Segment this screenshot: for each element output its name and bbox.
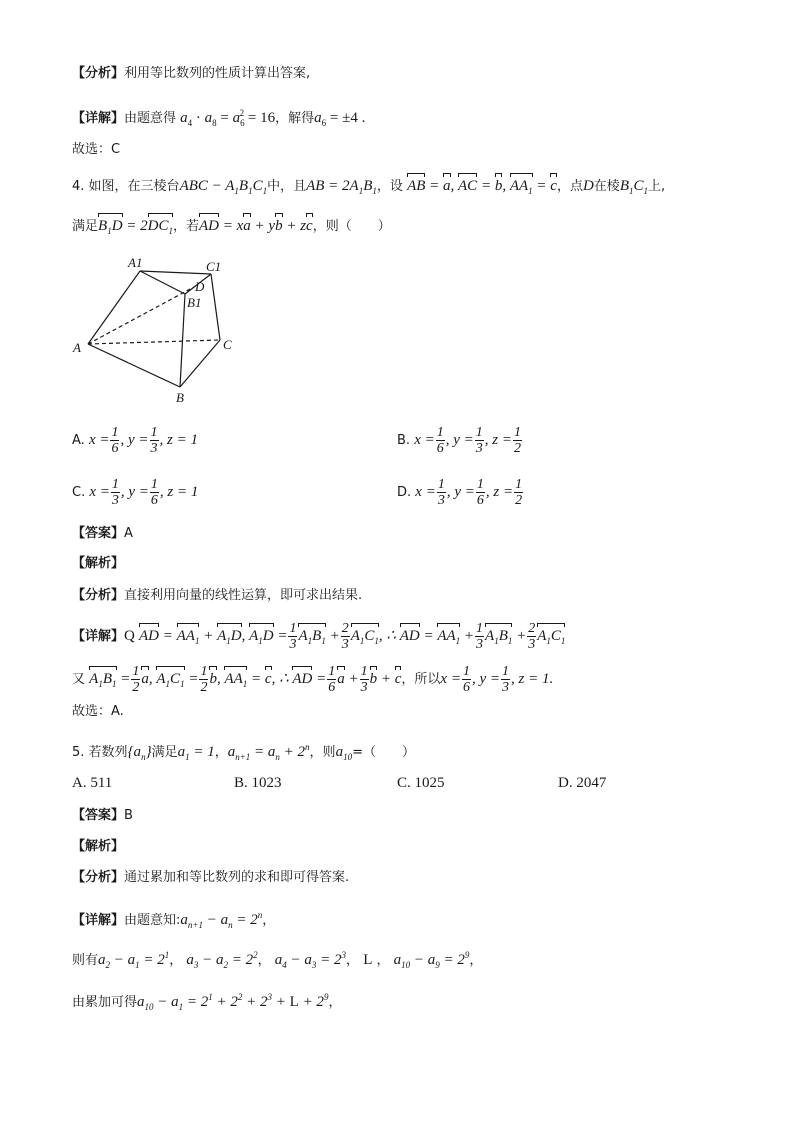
analysis-text: 直接利用向量的线性运算，即可求出结果. [124,588,363,603]
option-formula: x = $\frac{1}{6}$ , y = $\frac{1}{3}$ , z = $\frac{1}{2}$ [414,425,521,456]
difference-formula: $a_{n+1} - a_n = 2^n$ [180,910,263,930]
because-symbol: Q [124,627,135,644]
stem-text: 上, [648,179,666,194]
analysis-text: 通过累加和等比数列的求和即可得答案. [124,870,350,885]
stem-text: ， [214,745,228,760]
q3-choice: 故选：C [72,142,121,157]
stem-text: 中，且 [267,179,307,194]
question-number: 4. [72,179,85,194]
q4-stem-line-2 [72,216,391,241]
q4-detail-line-2 [72,664,553,695]
q4-stem-line-1 [72,176,665,201]
option-letter: B. [397,432,411,448]
sum-text: 由累加可得 [72,995,138,1010]
q5-option-c[interactable] [397,775,445,792]
detail-text: 由题意知: [124,913,181,928]
option-a[interactable] [72,425,198,456]
q5-analysis-line [72,868,349,888]
q5-sum-line: 由累加可得$a_{10} - a_1 = 2^1 + 2^2 + 2^3 + L + 2^9$， [72,992,342,1012]
q3-detail-line [72,103,365,133]
option-letter: D. [397,484,412,500]
ab-relation: AB = $2A_1B_1$ [306,178,377,196]
difference-item: $a_{10} - a_9 = 2^9$ [393,950,470,970]
stem-text: 满足 [72,219,99,234]
option-d[interactable] [397,477,524,508]
q5-answer-line [72,806,133,826]
ellipsis: L [363,952,373,968]
option-letter: D. [558,775,573,791]
option-value: 1025 [414,775,445,791]
detail-tag: 【详解】 [72,628,125,644]
stem-text: 满足 [151,745,178,760]
detail-text-2: ，解得 [275,111,315,126]
analysis-tag: 【分析】 [72,66,125,81]
q4-analysis-line [72,586,362,606]
option-formula: x = $\frac{1}{3}$ , y = $\frac{1}{6}$ , z = 1 [89,477,199,508]
sequence-symbol: $\{a_n\}$ [127,744,152,762]
stem-text: 如图，在三棱台 [88,179,180,194]
stem-text: =（ ） [352,745,415,760]
edge-b1c1: $B_1C_1$ [619,178,648,196]
label-b1: B1 [187,295,202,310]
frustum-name: ABC − $A_1B_1C_1$ [179,178,268,196]
difference-item: $a_3 - a_2 = 2^2$ [186,950,258,970]
question-number: 5. [72,745,85,760]
detail-tag: 【详解】 [72,111,125,126]
option-letter: C. [72,484,86,500]
target-term: $a_{10}$ [335,744,353,762]
decomposition: AD = xa + yb + zc [199,218,313,234]
initial-term: $a_1 = 1$ [177,744,215,762]
answer-tag: 【答案】 [72,808,125,823]
option-formula: x = $\frac{1}{6}$ , y = $\frac{1}{3}$ , z = 1 [88,425,198,456]
q4-solution-tag: 【解析】 [72,556,125,571]
point-d: D [582,178,594,194]
frustum-figure [70,254,250,404]
detail-text: 由题意得 [124,111,177,126]
detail-equation: $a_4 \cdot a_8 = a_6^2 = 16$ [180,108,276,128]
detail-result: x = $\frac{1}{6}$ , y = $\frac{1}{3}$ , z = 1. [440,664,554,695]
option-letter: C. [397,775,411,791]
option-letter: A. [72,432,85,448]
sum-formula: $a_{10} - a_1 = 2^1 + 2^2 + 2^3 + L + 2^9$ [137,992,329,1012]
recurrence: $a_{n+1} = a_n + 2^n$ [227,742,310,762]
q4-answer-line [72,524,133,544]
label-d: D [195,279,205,294]
answer-tag: 【答案】 [72,526,125,541]
q5-option-b[interactable] [234,775,282,792]
so-text: ，所以 [401,671,441,687]
difference-list: $a_2 - a_1 = 2^1$ [98,950,170,970]
q5-stem-line [72,737,415,767]
stem-text: 在棱 [593,179,620,194]
q5-option-a[interactable] [72,775,112,792]
answer-value: B [124,808,133,823]
also-text: 又 [72,671,86,687]
detail-vector-eq-1: AD = $AA_1 + A_1D$, $A_1D$ = $\frac{1}{3}$ $A_1B_1$ + $\frac{2}{3}$ $A_1C_1$, ∴ AD = $AA_1$ + $\frac{1}{3}$ $A_1B_1$ + $\frac{2}{3}$ $A_1C_1$ [139,621,566,652]
q3-analysis-line [72,64,310,84]
q4-detail-line-1 [72,621,565,652]
stem-text: ，点 [556,179,583,194]
option-value: 1023 [251,775,282,791]
label-b: B [176,390,184,404]
q4-choice: 故选：A. [72,704,124,719]
stem-text: ，则（ ） [312,219,391,234]
q5-solution-tag: 【解析】 [72,839,125,854]
vector-definitions: AB = a, AC = b, $AA_1 = c$ [407,178,557,194]
option-c[interactable] [72,477,198,508]
option-letter: B. [234,775,248,791]
label-a1: A1 [128,255,143,270]
stem-text: 若数列 [88,745,128,760]
ratio-condition: $B_1D = 2DC_1$ [98,218,173,234]
then-text: 则有 [72,953,99,968]
option-value: 511 [90,775,113,791]
option-letter: A. [72,775,87,791]
option-formula: x = $\frac{1}{3}$ , y = $\frac{1}{6}$ , z = $\frac{1}{2}$ [415,477,523,508]
stem-text: ，若 [173,219,200,234]
q5-option-d[interactable] [558,775,606,792]
analysis-tag: 【分析】 [72,870,125,885]
q5-detail-line: 【详解】由题意知$:a_{n+1} - a_n = 2^n$， [72,910,276,930]
analysis-text: 利用等比数列的性质计算出答案, [124,66,311,81]
label-c: C [223,337,232,352]
analysis-tag: 【分析】 [72,588,125,603]
stem-text: ，设 [376,179,403,194]
difference-item: $a_4 - a_3 = 2^3$ [274,950,347,970]
detail-result: $a_6 = \pm 4$ . [314,110,366,128]
option-b[interactable] [397,425,523,456]
label-c1: C1 [206,259,222,274]
q5-then-line: 则有$a_2 - a_1 = 2^1$， $a_3 - a_2 = 2^2$， $a_4 - a_3 = 2^3$， L ， $a_{10} - a_9 = 2^9$， [72,950,483,970]
stem-text: ，则 [309,745,336,760]
detail-tag: 【详解】 [72,913,125,928]
detail-vector-eq-2: $A_1B_1$ = $\frac{1}{2}$ a, $A_1C_1$ = $\frac{1}{2}$ b, $AA_1 = c$, ∴ AD = $\frac{1}{6}$ a + $\frac{1}{3}$ b + c [89,664,402,695]
label-a: A [73,340,81,355]
answer-value: A [124,526,133,541]
option-value: 2047 [576,775,607,791]
